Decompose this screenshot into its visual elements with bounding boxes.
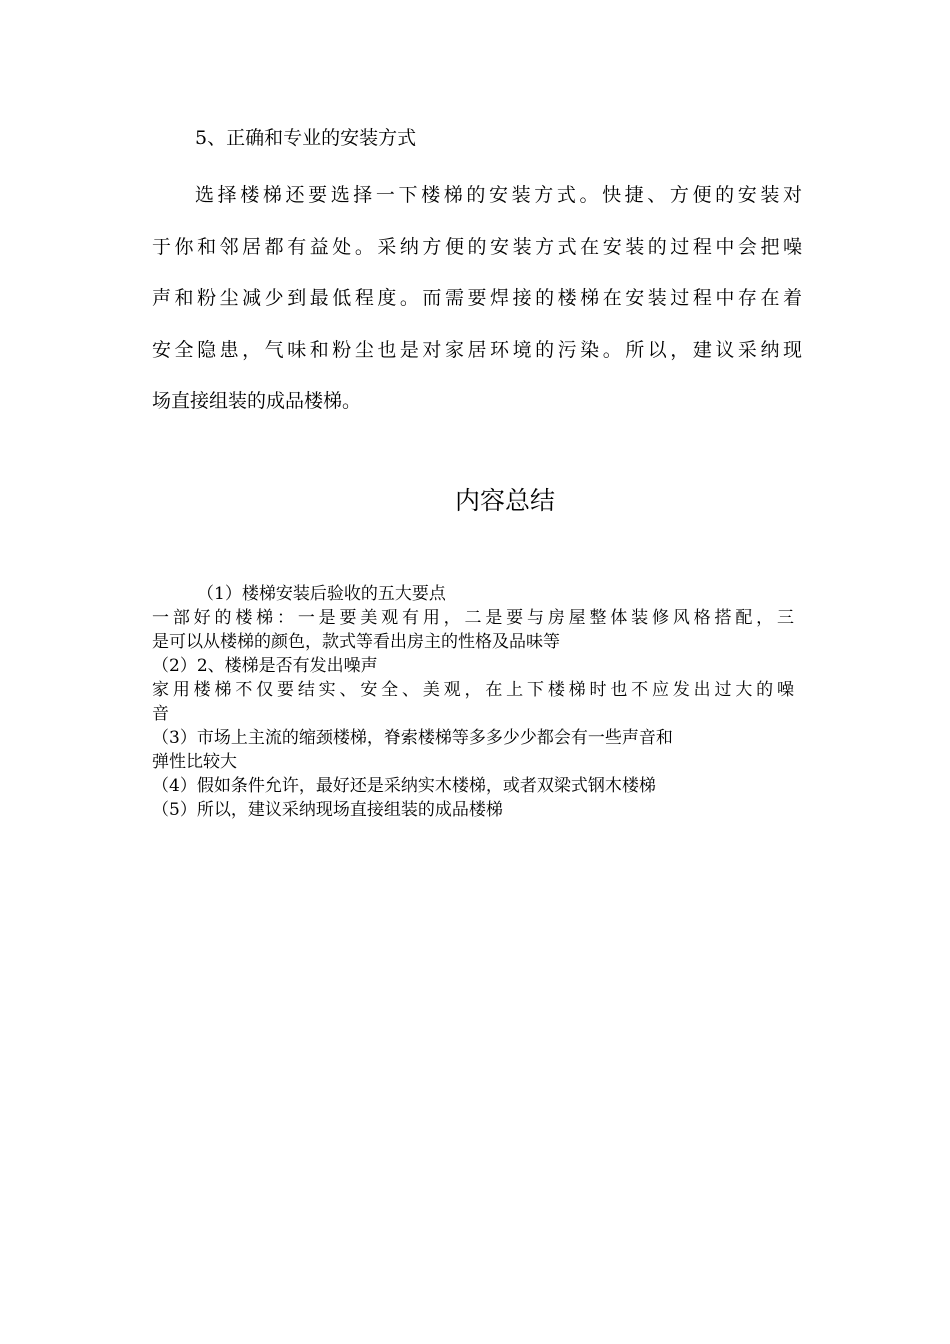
summary-line: （2）2、楼梯是否有发出噪声 <box>152 656 378 676</box>
summary-line: 家用楼梯不仅要结实、安全、美观，在上下楼梯时也不应发出过大的噪 <box>152 680 794 700</box>
summary-line: （5）所以，建议采纳现场直接组装的成品楼梯 <box>152 800 503 820</box>
summary-title: 内容总结 <box>454 486 555 515</box>
summary-line: （1）楼梯安装后验收的五大要点 <box>197 584 446 604</box>
summary-line: （3）市场上主流的缩颈楼梯，脊索楼梯等多多少少都会有一些声音和 <box>152 728 673 748</box>
summary-line: （4）假如条件允许，最好还是采纳实木楼梯，或者双梁式钢木楼梯 <box>152 776 656 796</box>
section-heading: 5、正确和专业的安装方式 <box>195 127 417 149</box>
paragraph-line: 声和粉尘减少到最低程度。而需要焊接的楼梯在安装过程中存在着 <box>152 287 802 309</box>
paragraph-line: 安全隐患，气味和粉尘也是对家居环境的污染。所以，建议采纳现 <box>152 338 802 361</box>
paragraph-line: 于你和邻居都有益处。采纳方便的安装方式在安装的过程中会把噪 <box>152 235 802 258</box>
paragraph-line: 场直接组装的成品楼梯。 <box>152 390 362 412</box>
summary-line: 音 <box>152 704 169 724</box>
paragraph-line: 选择楼梯还要选择一下楼梯的安装方式。快捷、方便的安装对 <box>195 184 802 206</box>
summary-line: 弹性比较大 <box>152 752 237 772</box>
summary-list <box>152 582 802 822</box>
summary-line: 是可以从楼梯的颜色，款式等看出房主的性格及品味等 <box>152 632 560 652</box>
summary-line: 一部好的楼梯：一是要美观有用，二是要与房屋整体装修风格搭配，三 <box>152 608 794 628</box>
body-paragraph <box>152 170 802 428</box>
